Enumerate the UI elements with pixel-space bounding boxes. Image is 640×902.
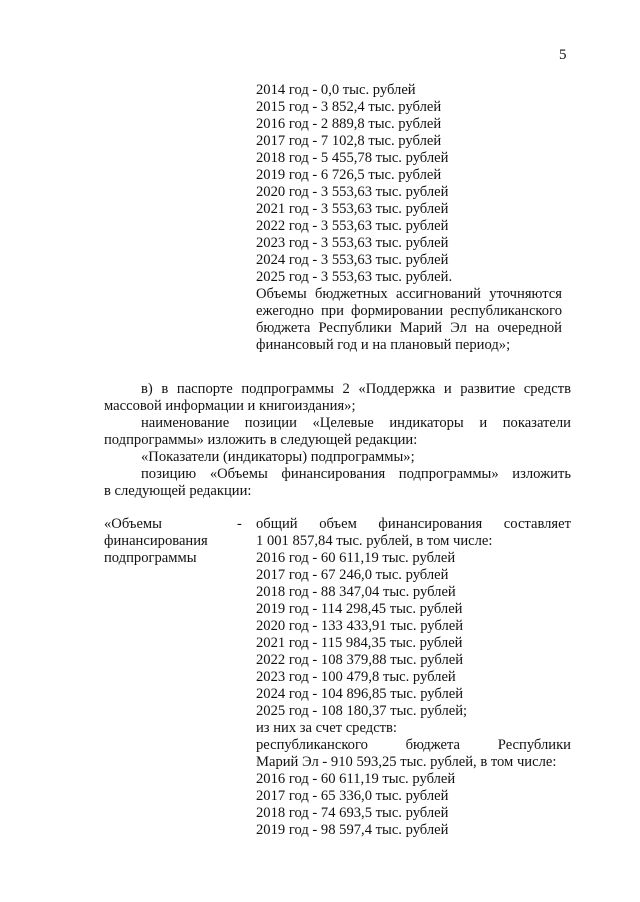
paragraph-line: наименование позиции «Целевые индикаторы и показатели	[141, 415, 571, 431]
list-item: 2014 год - 0,0 тыс. рублей	[256, 82, 416, 98]
table-value-line: 2021 год - 115 984,35 тыс. рублей	[256, 635, 463, 651]
table-value-line: 2022 год - 108 379,88 тыс. рублей	[256, 652, 464, 668]
list-item: 2016 год - 2 889,8 тыс. рублей	[256, 116, 442, 132]
table-label-line: финансирования	[104, 533, 208, 549]
table-value-line: Марий Эл - 910 593,25 тыс. рублей, в том числе:	[256, 754, 557, 770]
note-line: Объемы бюджетных ассигнований уточняются	[256, 286, 562, 302]
list-item: 2022 год - 3 553,63 тыс. рублей	[256, 218, 449, 234]
table-value-column	[256, 516, 571, 839]
table-label-line: подпрограммы	[104, 550, 197, 566]
page-number: 5	[559, 47, 567, 63]
list-item: 2023 год - 3 553,63 тыс. рублей	[256, 235, 449, 251]
table-label-line: «Объемы	[104, 516, 162, 532]
note-line: ежегодно при формировании республиканского	[256, 303, 562, 319]
list-item: 2024 год - 3 553,63 тыс. рублей	[256, 252, 449, 268]
table-value-line: 2017 год - 67 246,0 тыс. рублей	[256, 567, 449, 583]
table-label-column	[104, 516, 234, 567]
paragraph-line: позицию «Объемы финансирования подпрограммы» изложить	[141, 466, 571, 482]
funding-years-list	[256, 82, 562, 354]
table-value-line: республиканского бюджета Республики	[256, 737, 571, 753]
table-value-line: 2020 год - 133 433,91 тыс. рублей	[256, 618, 464, 634]
note-line: бюджета Республики Марий Эл на очередной	[256, 320, 562, 336]
table-value-line: 2023 год - 100 479,8 тыс. рублей	[256, 669, 456, 685]
budget-note	[256, 286, 562, 354]
table-value-line: 2016 год - 60 611,19 тыс. рублей	[256, 771, 456, 787]
list-item: 2021 год - 3 553,63 тыс. рублей	[256, 201, 449, 217]
list-item: 2015 год - 3 852,4 тыс. рублей	[256, 99, 442, 115]
table-value-line: 2017 год - 65 336,0 тыс. рублей	[256, 788, 449, 804]
paragraph-line: массовой информации и книгоиздания»;	[104, 398, 356, 414]
table-value-line: 2019 год - 98 597,4 тыс. рублей	[256, 822, 449, 838]
table-value-line: 2018 год - 88 347,04 тыс. рублей	[256, 584, 456, 600]
note-line: финансовый год и на плановый период»;	[256, 337, 511, 353]
list-item: 2018 год - 5 455,78 тыс. рублей	[256, 150, 449, 166]
paragraph-line: в) в паспорте подпрограммы 2 «Поддержка и развитие средств	[141, 381, 571, 397]
list-item: 2025 год - 3 553,63 тыс. рублей.	[256, 269, 453, 285]
table-value-line: 2019 год - 114 298,45 тыс. рублей	[256, 601, 463, 617]
table-value-line: 2024 год - 104 896,85 тыс. рублей	[256, 686, 464, 702]
paragraph-line: в следующей редакции:	[104, 483, 252, 499]
list-item: 2019 год - 6 726,5 тыс. рублей	[256, 167, 442, 183]
paragraph-line: подпрограммы» изложить в следующей редакции:	[104, 432, 418, 448]
table-value-line: 2016 год - 60 611,19 тыс. рублей	[256, 550, 456, 566]
table-value-line: 1 001 857,84 тыс. рублей, в том числе:	[256, 533, 493, 549]
list-item: 2017 год - 7 102,8 тыс. рублей	[256, 133, 442, 149]
paragraph-line: «Показатели (индикаторы) подпрограммы»;	[141, 449, 415, 465]
table-dash: -	[237, 516, 242, 532]
table-value-line: из них за счет средств:	[256, 720, 397, 736]
table-value-line: общий объем финансирования составляет	[256, 516, 571, 532]
table-value-line: 2018 год - 74 693,5 тыс. рублей	[256, 805, 449, 821]
list-item: 2020 год - 3 553,63 тыс. рублей	[256, 184, 449, 200]
table-value-line: 2025 год - 108 180,37 тыс. рублей;	[256, 703, 468, 719]
